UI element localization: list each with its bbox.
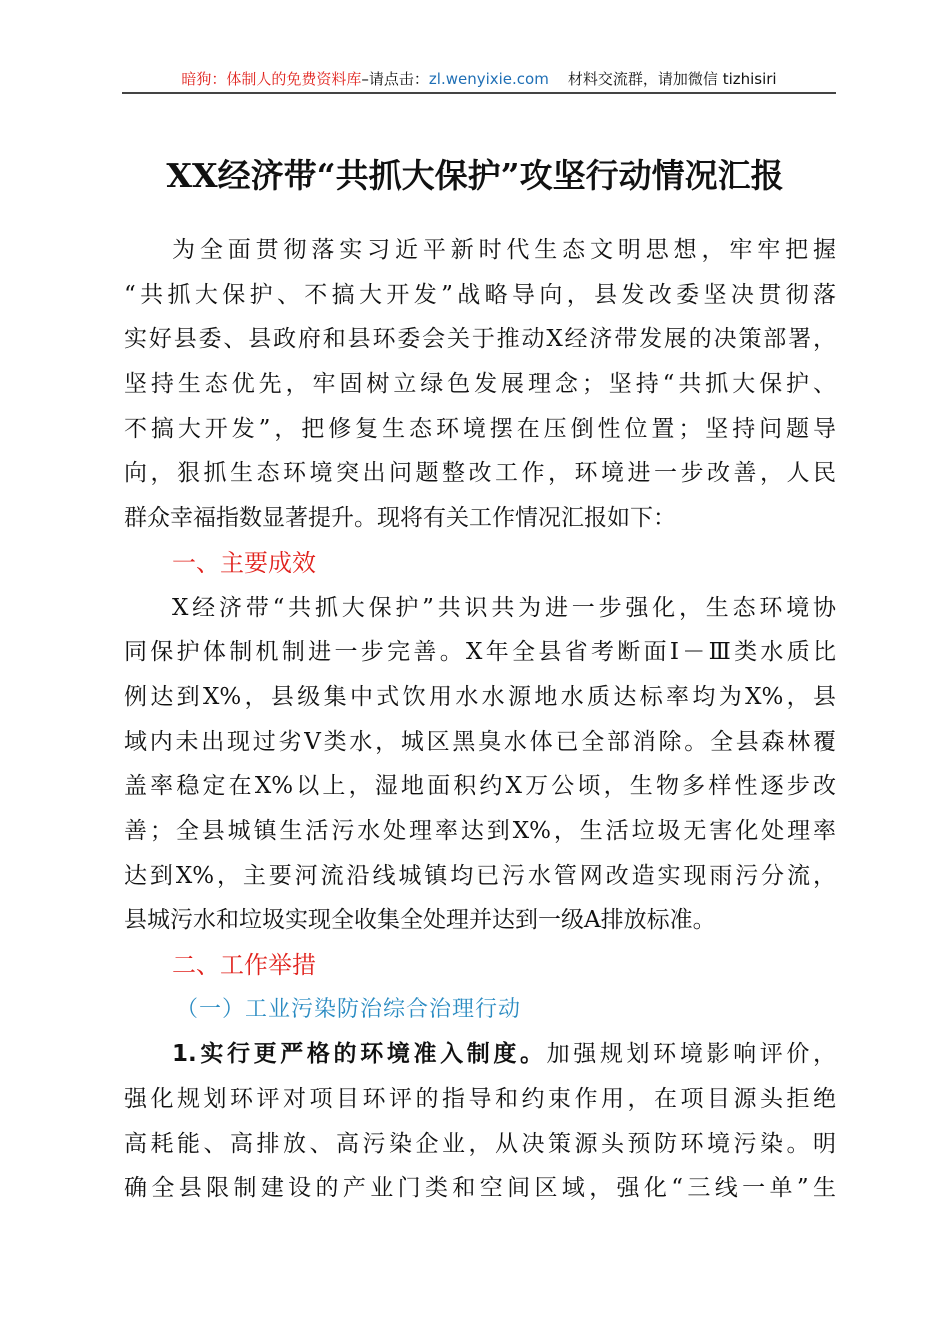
paragraph-line: 高耗能、高排放、高污染企业，从决策源头预防环境污染。明 [124, 1130, 836, 1157]
item-text: 加强规划环境影响评价， [546, 1041, 836, 1068]
paragraph-line: 实好县委、县政府和县环委会关于推动X经济带发展的决策部署， [124, 326, 836, 353]
header-promo: 暗狗：体制人的免费资料库 [181, 70, 362, 88]
header-group-text: 材料交流群，请加微信 tizhisiri [567, 70, 777, 88]
paragraph-line: 盖率稳定在X%以上，湿地面积约X万公顷，生物多样性逐步改 [124, 773, 836, 800]
document-title: XX经济带“共抓大保护”攻坚行动情况汇报 [166, 156, 784, 195]
section-heading: 二、工作举措 [172, 951, 316, 979]
page-header [122, 68, 836, 89]
paragraph-line: 向，狠抓生态环境突出问题整改工作，环境进一步改善，人民 [124, 460, 836, 487]
item-title: 1.实行更严格的环境准入制度。 [172, 1041, 547, 1068]
section-heading: 一、主要成效 [172, 548, 316, 577]
paragraph-line: 达到X%，主要河流沿线城镇均已污水管网改造实现雨污分流， [124, 862, 836, 889]
paragraph-line: 强化规划环评对项目环评的指导和约束作用，在项目源头拒绝 [124, 1086, 836, 1113]
paragraph-line: 不搞大开发”，把修复生态环境摆在压倒性位置；坚持问题导 [124, 415, 836, 442]
paragraph-line: 群众幸福指数显著提升。现将有关工作情况汇报如下： [124, 505, 676, 532]
paragraph-line: 坚持生态优先，牢固树立绿色发展理念；坚持“共抓大保护、 [124, 371, 836, 398]
paragraph-line: 为全面贯彻落实习近平新时代生态文明思想，牢牢把握 [172, 237, 836, 263]
paragraph-line: “共抓大保护、不搞大开发”战略导向，县发改委坚决贯彻落 [124, 281, 836, 308]
paragraph-line [124, 1032, 836, 1077]
paragraph-line: 例达到X%，县级集中式饮用水水源地水质达标率均为X%，县 [124, 683, 836, 710]
document-body [124, 228, 836, 1211]
header-click-text: –请点击： [361, 70, 429, 88]
paragraph-line: 县城污水和垃圾实现全收集全处理并达到一级A排放标准。 [124, 907, 716, 934]
paragraph-line: 善；全县城镇生活污水处理率达到X%，生活垃圾无害化处理率 [124, 817, 836, 844]
paragraph-line: 域内未出现过劣Ⅴ类水，城区黑臭水体已全部消除。全县森林覆 [124, 728, 836, 755]
paragraph-line: X经济带“共抓大保护”共识共为进一步强化，生态环境协 [172, 594, 836, 621]
header-divider [122, 92, 836, 94]
subsection-heading: （一）工业污染防治综合治理行动 [176, 996, 522, 1022]
header-link[interactable]: zl.wenyixie.com [428, 70, 549, 88]
paragraph-line: 同保护体制机制进一步完善。X年全县省考断面Ⅰ－Ⅲ类水质比 [124, 639, 836, 666]
paragraph-line: 确全县限制建设的产业门类和空间区域，强化“三线一单”生 [124, 1175, 836, 1202]
